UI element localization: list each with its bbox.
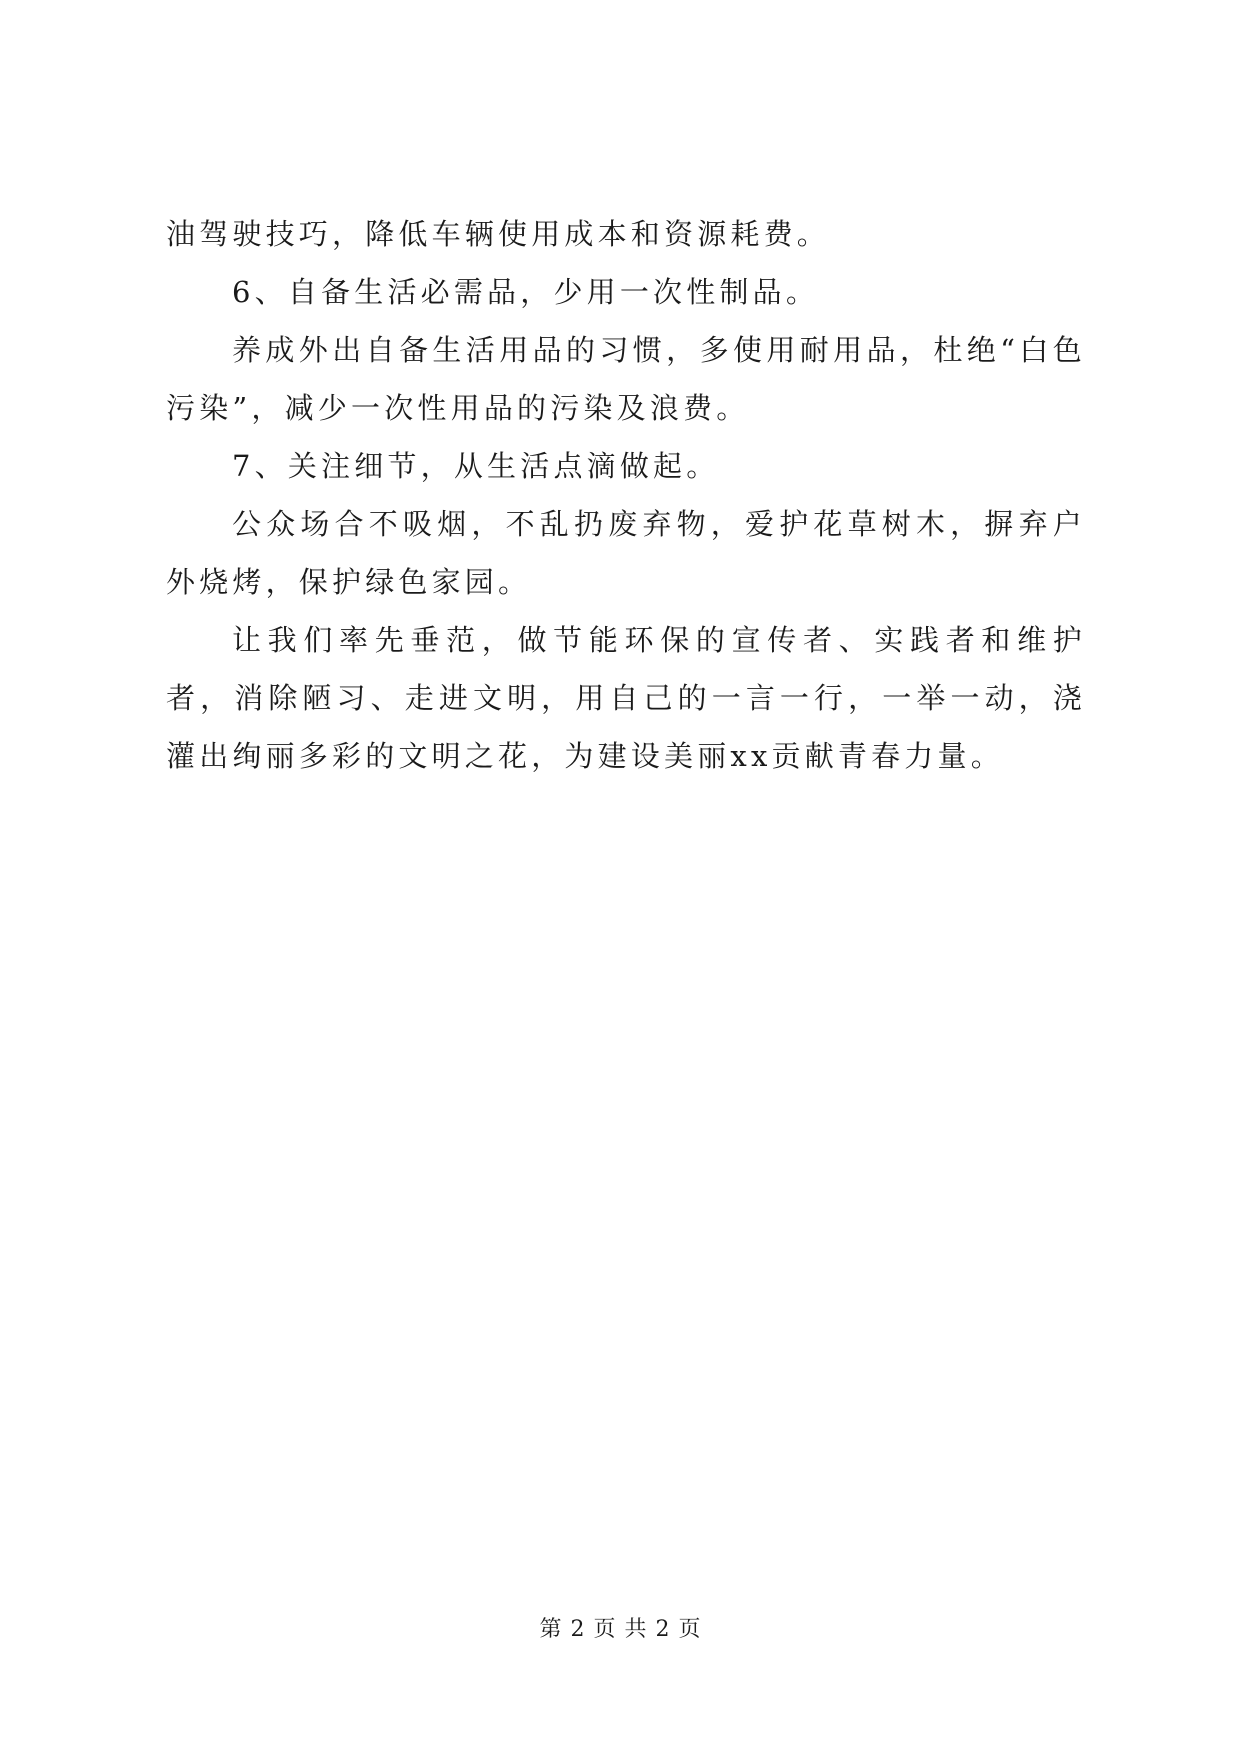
paragraph-continuation: 油驾驶技巧，降低车辆使用成本和资源耗费。 [166,217,831,251]
paragraph-closing: 让我们率先垂范，做节能环保的宣传者、实践者和维护者，消除陋习、走进文明，用自己的一言一行，一举一动，浇灌出绚丽多彩的文明之花，为建设美丽xx贡献青春力量。 [166,623,1086,773]
document-body [166,205,1086,785]
paragraph-item-7-body: 公众场合不吸烟，不乱扔废弃物，爱护花草树木，摒弃户外烧烤，保护绿色家园。 [166,507,1086,599]
page-number-footer: 第 2 页 共 2 页 [539,1617,702,1642]
paragraph-item-6-body: 养成外出自备生活用品的习惯，多使用耐用品，杜绝“白色污染”，减少一次性用品的污染及浪费。 [166,333,1086,425]
paragraph-item-7-heading: 7、关注细节，从生活点滴做起。 [232,449,720,483]
paragraph-item-6-heading: 6、自备生活必需品，少用一次性制品。 [232,275,820,309]
